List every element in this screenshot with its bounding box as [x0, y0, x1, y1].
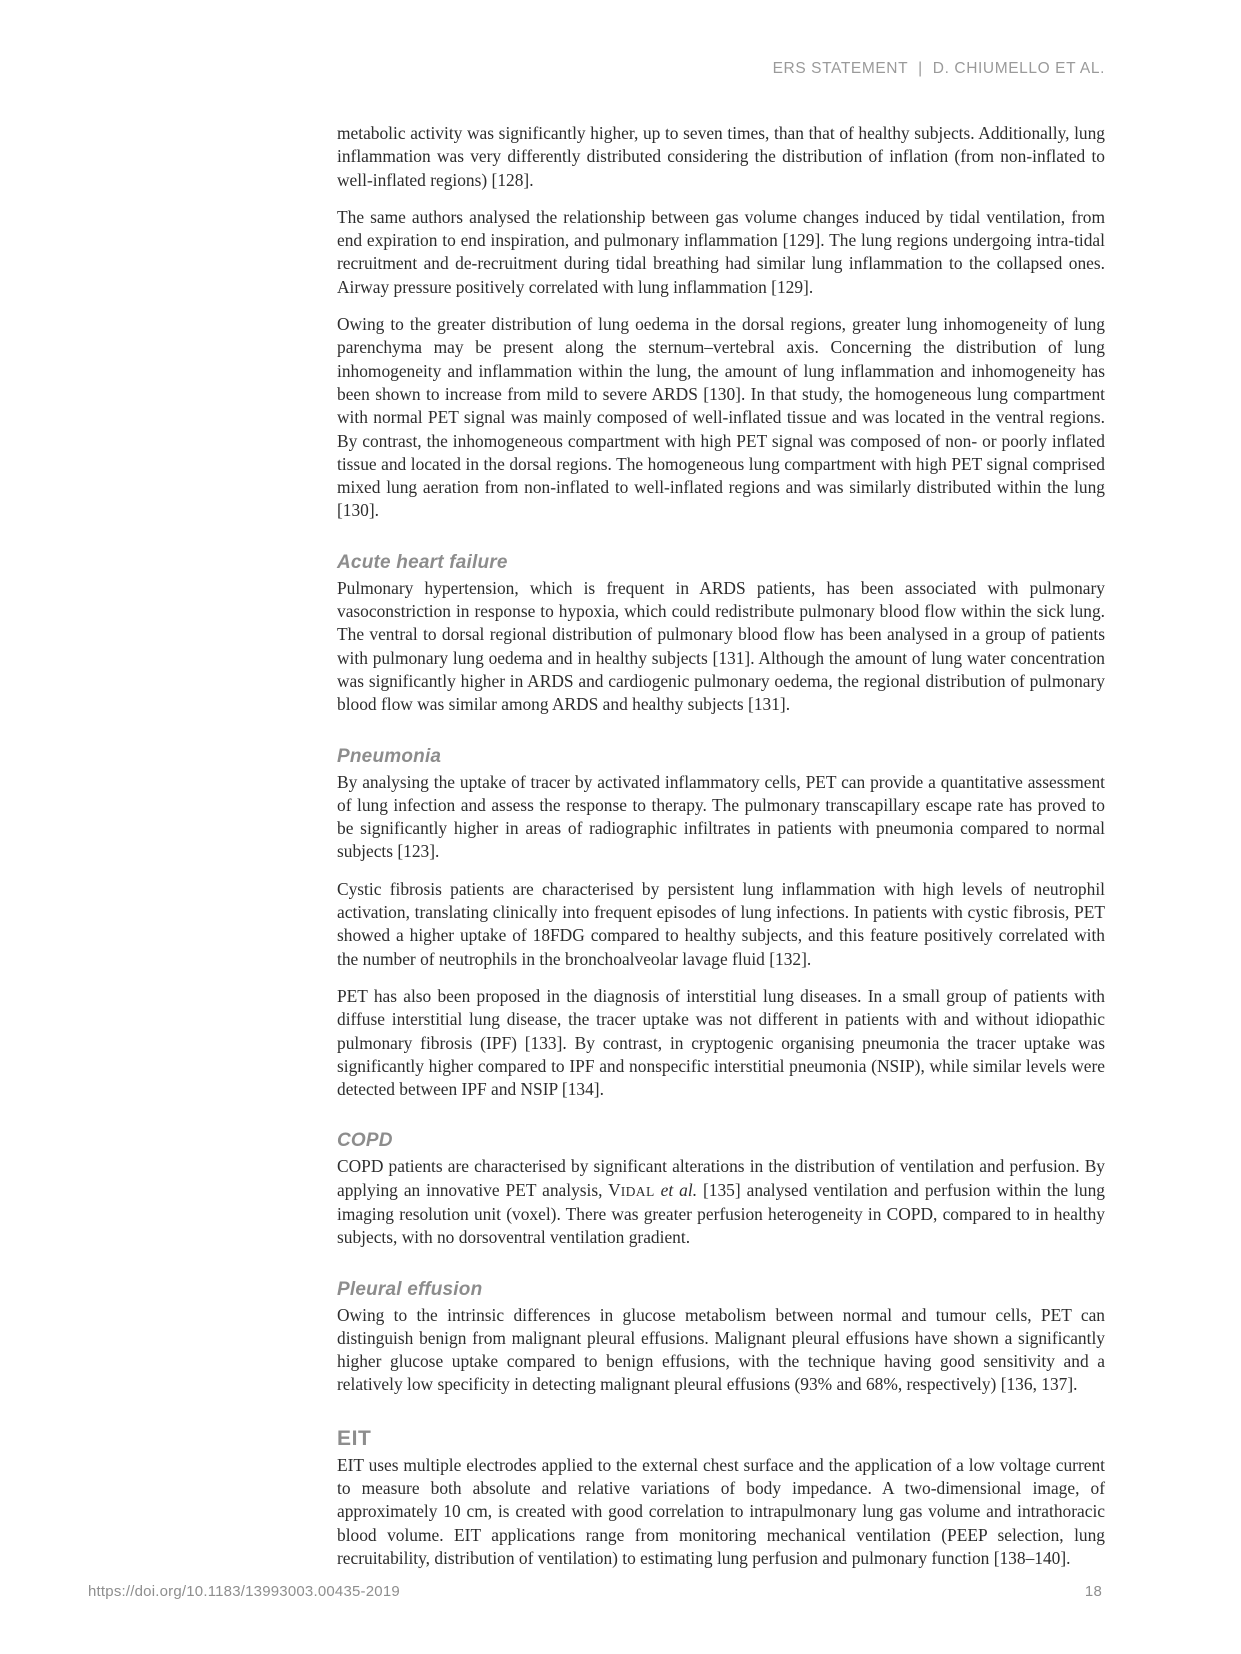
subsection-heading: Acute heart failure [337, 551, 508, 573]
running-header-statement: ERS STATEMENT [772, 60, 909, 77]
subsection-heading: Pneumonia [337, 745, 442, 767]
page-number: 18 [1084, 1583, 1102, 1600]
body-paragraph [337, 985, 1105, 1101]
doi-link[interactable]: https://doi.org/10.1183/13993003.00435-2019 [88, 1583, 400, 1600]
text-run: PET has also been proposed in the diagnosis of interstitial lung diseases. In a small group of patients with diffuse interstitial lung disease, the tracer uptake was not different in patients with and without idiopathic pulmonary fibrosis (IPF) [133]. By contrast, in cryptogenic organising pneumonia the tracer uptake was significantly higher compared to IPF and nonspecific interstitial pneumonia (NSIP), while similar levels were detected between IPF and NSIP [134]. [337, 985, 1105, 1100]
text-run: The same authors analysed the relationship between gas volume changes induced by tidal ventilation, from end expiration to end inspiration, and pulmonary inflammation [129]. The lung regions undergoing intra-tidal recruitment and de-recruitment during tidal breathing had similar lung inflammation to the collapsed ones. Airway pressure positively correlated with lung inflammation [129]. [337, 206, 1105, 297]
body-paragraph [337, 771, 1105, 864]
text-run: Owing to the intrinsic differences in glucose metabolism between normal and tumour cells, PET can distinguish benign from malignant pleural effusions. Malignant pleural effusions have shown a significantly higher glucose uptake compared to benign effusions, with the technique having good sensitivity and a relatively low specificity in detecting malignant pleural effusions (93% and 68%, respectively) [136, 137]. [337, 1304, 1105, 1395]
text-run: Owing to the greater distribution of lung oedema in the dorsal regions, greater lung inhomogeneity of lung parenchyma may be present along the sternum–vertebral axis. Concerning the distribution of lung inhomogeneity and inflammation within the lung, the amount of lung inflammation and inhomogeneity has been shown to increase from mild to severe ARDS [130]. In that study, the homogeneous lung compartment with normal PET signal was mainly composed of well-inflated tissue and was located in the ventral regions. By contrast, the inhomogeneous compartment with high PET signal was composed of non- or poorly inflated tissue and located in the dorsal regions. The homogeneous lung compartment with high PET signal comprised mixed lung aeration from non-inflated to well-inflated regions and was similarly distributed within the lung [130]. [337, 314, 1105, 521]
text-run: Cystic fibrosis patients are characterised by persistent lung inflammation with high levels of neutrophil activation, translating clinically into frequent episodes of lung infections. In patients with cystic fibrosis, PET showed a higher uptake of 18FDG compared to healthy subjects, and this feature positively correlated with the number of neutrophils in the bronchoalveolar lavage fluid [132]. [337, 878, 1105, 969]
text-run-italic: et al. [660, 1179, 698, 1200]
subsection-heading: COPD [337, 1130, 393, 1152]
text-run: EIT uses multiple electrodes applied to the external chest surface and the application of a low voltage current to measure both absolute and relative variations of body impedance. A two-dimensional image, of approximately 10 cm, is created with good correlation to intrapulmonary lung gas volume and intrathoracic blood volume. EIT applications range from monitoring mechanical ventilation (PEEP selection, lung recruitability, distribution of ventilation) to estimating lung perfusion and pulmonary function [138–140]. [337, 1454, 1105, 1568]
text-run-smallcaps: IDAL [620, 1183, 655, 1199]
body-paragraph [337, 1155, 1105, 1249]
page-footer [88, 1583, 1102, 1600]
text-run: Pulmonary hypertension, which is frequent in ARDS patients, has been associated with pulmonary vasoconstriction in response to hypoxia, which could redistribute pulmonary blood flow within the sick lung. The ventral to dorsal regional distribution of pulmonary blood flow has been analysed in a group of patients with pulmonary lung oedema and in healthy subjects [131]. Although the amount of lung water concentration was significantly higher in ARDS and cardiogenic pulmonary oedema, the regional distribution of pulmonary blood flow was similar among ARDS and healthy subjects [131]. [337, 577, 1105, 715]
body-paragraph [337, 1454, 1105, 1570]
subsection-heading: Pleural effusion [337, 1278, 483, 1300]
body-paragraph [337, 1304, 1105, 1397]
article-body [337, 122, 1105, 1584]
running-header-authors: D. CHIUMELLO ET AL. [932, 60, 1105, 77]
body-paragraph [337, 206, 1105, 299]
text-run: COPD patients are characterised by significant alterations in the distribution of ventilation and perfusion. By applying an innovative PET analysis, V [337, 1156, 1105, 1200]
body-paragraph [337, 577, 1105, 717]
running-header [337, 60, 1105, 78]
text-run: metabolic activity was significantly higher, up to seven times, than that of healthy subjects. Additionally, lung inflammation was very differently distributed considering the distribution of inflation (from non-inflated to well-inflated regions) [128]. [337, 123, 1105, 190]
text-run: [135] analysed ventilation and perfusion within the lung imaging resolution unit (voxel). There was greater perfusion heterogeneity in COPD, compared to in healthy subjects, with no dorsoventral ventilation gradient. [337, 1179, 1105, 1248]
body-paragraph [337, 878, 1105, 971]
running-header-separator: | [918, 60, 923, 77]
text-run: By analysing the uptake of tracer by activated inflammatory cells, PET can provide a quantitative assessment of lung infection and assess the response to therapy. The pulmonary transcapillary escape rate has proved to be significantly higher in areas of radiographic infiltrates in patients with pneumonia compared to normal subjects [123]. [337, 771, 1105, 862]
body-paragraph [337, 313, 1105, 523]
section-heading: EIT [337, 1426, 372, 1450]
body-paragraph [337, 122, 1105, 192]
